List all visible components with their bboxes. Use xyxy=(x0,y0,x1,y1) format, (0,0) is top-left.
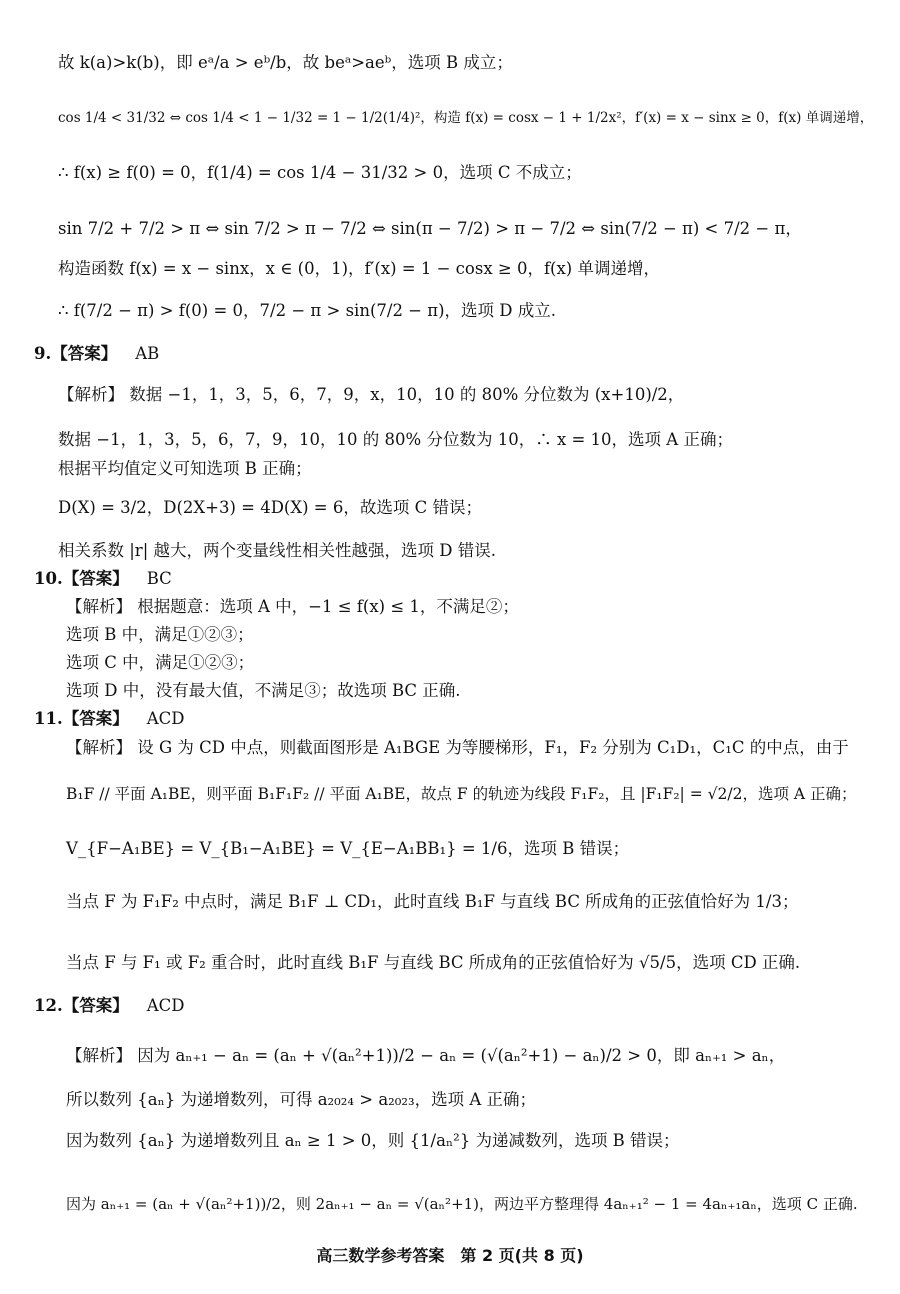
text-line: 相关系数 |r| 越大，两个变量线性相关性越强，选项 D 错误. xyxy=(58,541,496,560)
text-line: 数据 −1，1，3，5，6，7，9，10，10 的 80% 分位数为 10，∴ x = 10，选项 A 正确； xyxy=(58,430,733,449)
text-line: sin 7/2 + 7/2 > π ⇔ sin 7/2 > π − 7/2 ⇔ sin(π − 7/2) > π − 7/2 ⇔ sin(7/2 − π) < 7/2 − π， xyxy=(58,219,802,238)
text-line: 【解析】 根据题意：选项 A 中，−1 ≤ f(x) ≤ 1，不满足②； xyxy=(66,597,519,616)
text-line: D(X) = 3/2，D(2X+3) = 4D(X) = 6，故选项 C 错误； xyxy=(58,498,482,517)
answer-label: 12.【答案】 xyxy=(34,996,129,1015)
text-line: ∴ f(7/2 − π) > f(0) = 0，7/2 − π > sin(7/2 − π)，选项 D 成立. xyxy=(58,301,556,320)
answer-label: 11.【答案】 xyxy=(34,709,129,728)
question-11-header xyxy=(34,708,185,730)
answer-value: AB xyxy=(135,344,160,363)
text-line: 【解析】 因为 aₙ₊₁ − aₙ = (aₙ + √(aₙ²+1))/2 − aₙ = (√(aₙ²+1) − aₙ)/2 > 0，即 aₙ₊₁ > aₙ， xyxy=(66,1046,786,1065)
answer-label: 10.【答案】 xyxy=(34,569,129,588)
text-line: 当点 F 为 F₁F₂ 中点时，满足 B₁F ⊥ CD₁，此时直线 B₁F 与直线 BC 所成角的正弦值恰好为 1/3； xyxy=(66,892,799,911)
question-9-header xyxy=(34,343,159,365)
answer-value: BC xyxy=(146,569,172,588)
text-line: ∴ f(x) ≥ f(0) = 0，f(1/4) = cos 1/4 − 31/32 > 0，选项 C 不成立； xyxy=(58,163,582,182)
page-footer: 高三数学参考答案 第 2 页(共 8 页) xyxy=(316,1246,584,1265)
question-10-header xyxy=(34,568,172,590)
text-line: 【解析】 数据 −1，1，3，5，6，7，9，x，10，10 的 80% 分位数为 (x+10)/2， xyxy=(58,385,685,404)
answer-label: 9.【答案】 xyxy=(34,344,118,363)
text-line: V_{F−A₁BE} = V_{B₁−A₁BE} = V_{E−A₁BB₁} = 1/6，选项 B 错误； xyxy=(66,839,630,858)
text-line: 选项 B 中，满足①②③； xyxy=(66,625,254,644)
text-line: 选项 C 中，满足①②③； xyxy=(66,653,255,672)
text-line: 因为 aₙ₊₁ = (aₙ + √(aₙ²+1))/2，则 2aₙ₊₁ − aₙ = √(aₙ²+1)，两边平方整理得 4aₙ₊₁² − 1 = 4aₙ₊₁aₙ，选项 C 正确. xyxy=(66,1195,858,1213)
text-line: cos 1/4 < 31/32 ⇔ cos 1/4 < 1 − 1/32 = 1 − 1/2(1/4)²，构造 f(x) = cosx − 1 + 1/2x²，f′(x) = x − sinx ≥ 0，f(x) 单调递增， xyxy=(58,110,874,126)
text-line: 故 k(a)>k(b)，即 eᵃ/a > eᵇ/b，故 beᵃ>aeᵇ，选项 B 成立； xyxy=(58,53,513,72)
text-line: 【解析】 设 G 为 CD 中点，则截面图形是 A₁BGE 为等腰梯形，F₁，F₂ 分别为 C₁D₁，C₁C 的中点，由于 xyxy=(66,738,849,757)
text-line: B₁F // 平面 A₁BE，则平面 B₁F₁F₂ // 平面 A₁BE，故点 F 的轨迹为线段 F₁F₂，且 |F₁F₂| = √2/2，选项 A 正确； xyxy=(66,785,857,803)
answer-value: ACD xyxy=(146,996,185,1015)
text-line: 因为数列 {aₙ} 为递增数列且 aₙ ≥ 1 > 0，则 {1/aₙ²} 为递减数列，选项 B 错误； xyxy=(66,1131,680,1150)
question-12-header xyxy=(34,995,185,1017)
text-line: 根据平均值定义可知选项 B 正确； xyxy=(58,459,312,478)
text-line: 所以数列 {aₙ} 为递增数列，可得 a₂₀₂₄ > a₂₀₂₃，选项 A 正确； xyxy=(66,1090,537,1109)
text-line: 选项 D 中，没有最大值，不满足③；故选项 BC 正确. xyxy=(66,681,461,700)
answer-value: ACD xyxy=(146,709,185,728)
text-line: 当点 F 与 F₁ 或 F₂ 重合时，此时直线 B₁F 与直线 BC 所成角的正弦值恰好为 √5/5，选项 CD 正确. xyxy=(66,953,801,972)
text-line: 构造函数 f(x) = x − sinx，x ∈ (0，1)，f′(x) = 1 − cosx ≥ 0，f(x) 单调递增， xyxy=(58,259,660,278)
